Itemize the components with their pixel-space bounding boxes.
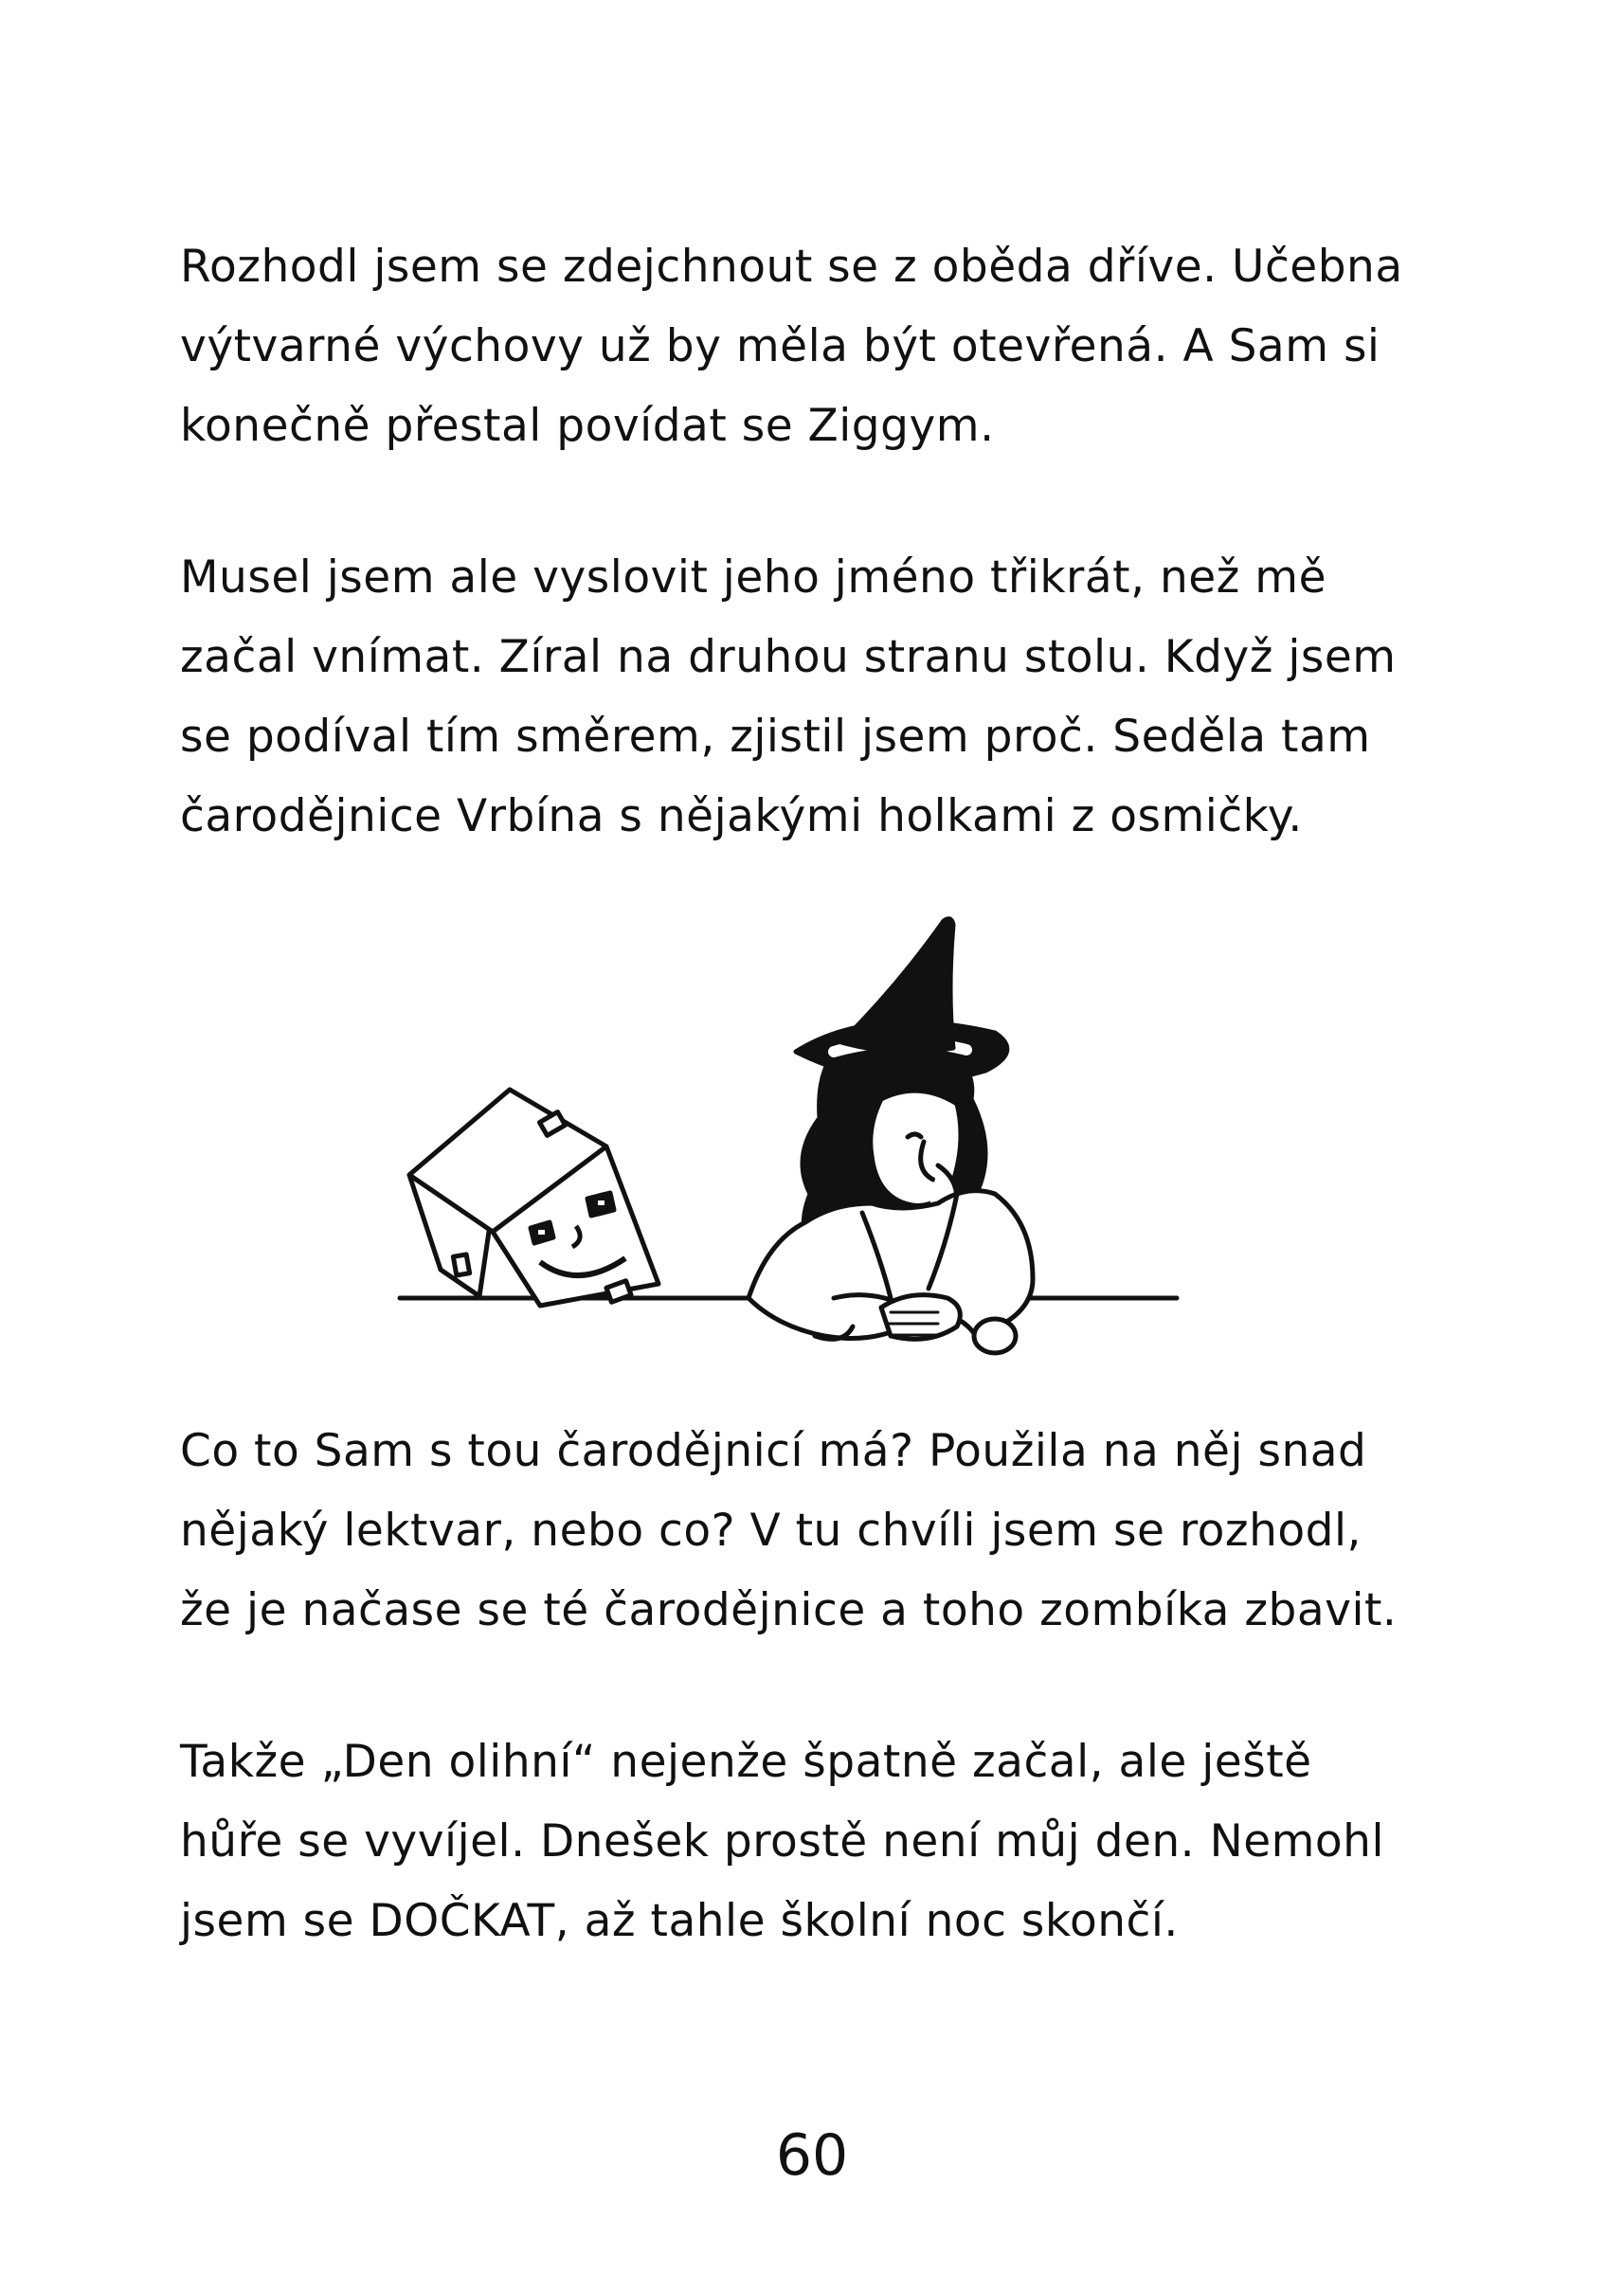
illustration-cube-and-witch [388, 910, 1203, 1364]
witch-character [749, 919, 1033, 1353]
paragraph-1: Rozhodl jsem se zdejchnout se z oběda dříve. Učebna výtvarné výchovy už by měla být otevřená. A Sam si konečně přestal povídat se Ziggym. [180, 241, 1403, 452]
paragraph-3: Co to Sam s tou čarodějnicí má? Použila na něj snad nějaký lektvar, nebo co? V tu chvíli jsem se rozhodl, že je načase se té čarodějnice a toho zombíka zbavit. [180, 1425, 1398, 1636]
paragraph-2: Musel jsem ale vyslovit jeho jméno třikrát, než mě začal vnímat. Zíral na druhou stranu stolu. Když jsem se podíval tím směrem, zjistil jsem proč. Seděla tam čarodějnice Vrbína s nějakými holkami z osmičky. [180, 551, 1397, 842]
cube-head-character [409, 1090, 659, 1306]
paragraph-4: Takže „Den olihní“ nejenže špatně začal, ale ještě hůře se vyvíjel. Dnešek prostě není můj den. Nemohl jsem se DOČKAT, až tahle školní noc skončí. [180, 1736, 1385, 1947]
page-number: 60 [775, 2122, 849, 2189]
